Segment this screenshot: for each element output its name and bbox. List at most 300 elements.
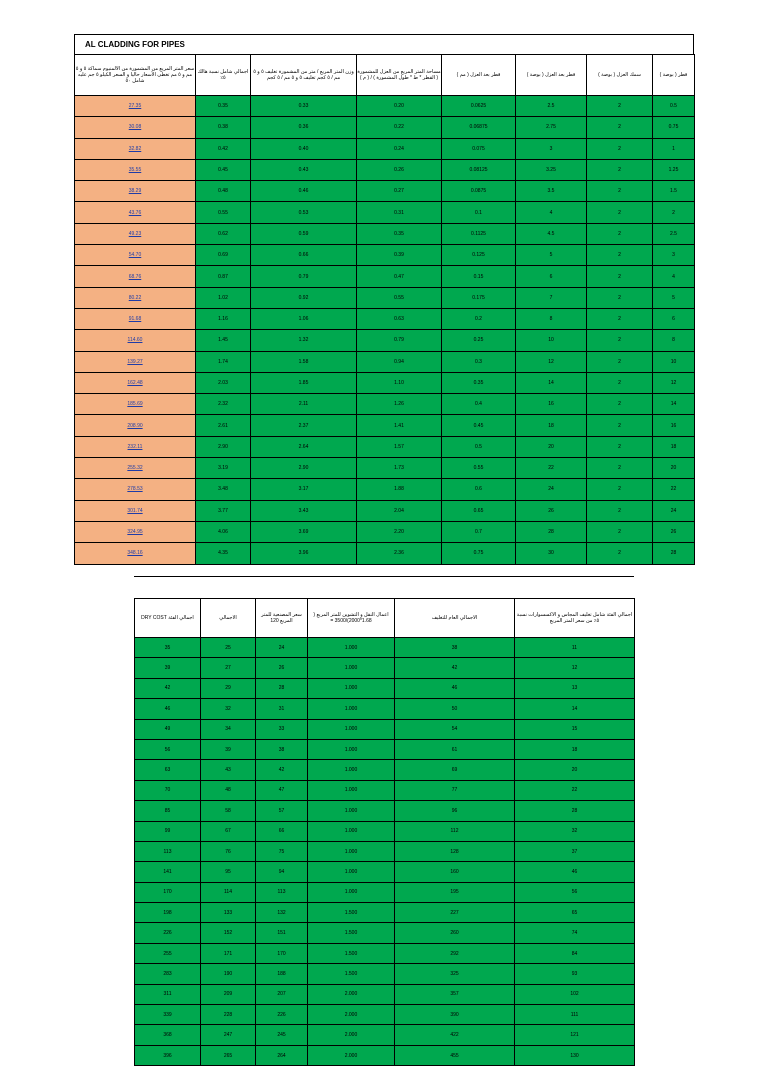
table-cell: 0.87: [196, 266, 251, 287]
table-row: [135, 658, 635, 678]
table-cell: 0.2: [442, 308, 516, 329]
table-cell: 0.55: [442, 458, 516, 479]
column-header: سمك العزل ( بوصة ): [587, 55, 653, 96]
table-cell: 2: [587, 159, 653, 180]
table-cell: 2: [587, 351, 653, 372]
table-cell: 0.1125: [442, 223, 516, 244]
table-cell: 1.000: [308, 801, 395, 821]
table-cell: 0.47: [357, 266, 442, 287]
table-cell: 171: [201, 943, 256, 963]
column-header: وزن المتر المربع / متر من المشمورة تغليف ٥ و ٥ مم / ٥ كجم تغليف ٥ و ٥ مم / ٥ كجم: [251, 55, 357, 96]
table-row: [75, 159, 695, 180]
table-cell: 0.1: [442, 202, 516, 223]
table-cell: 0.55: [196, 202, 251, 223]
table-cell: 28: [516, 521, 587, 542]
table-cell: 130: [515, 1045, 635, 1065]
table-cell: 30.08: [75, 117, 196, 138]
column-header: اجمالي الفئة شامل تغليف المجاس و الاكسسوارات نسبة ٥٪ من سعر المتر المربع: [515, 599, 635, 638]
table-cell: 42: [395, 658, 515, 678]
table-cell: 7: [516, 287, 587, 308]
table-cell: 0.43: [251, 159, 357, 180]
table-cell: 5: [653, 287, 695, 308]
table-cell: 311: [135, 984, 201, 1004]
table-cell: 70: [135, 780, 201, 800]
table-cell: 3: [516, 138, 587, 159]
table-cell: 2: [587, 181, 653, 202]
table-cell: 325: [395, 964, 515, 984]
table-row: [135, 699, 635, 719]
table-cell: 185.69: [75, 394, 196, 415]
table-cell: 0.92: [251, 287, 357, 308]
table-cell: 46: [135, 699, 201, 719]
table-cell: 1.500: [308, 964, 395, 984]
table-cell: 2.000: [308, 1025, 395, 1045]
table-cell: 2: [653, 202, 695, 223]
table-cell: 170: [135, 882, 201, 902]
table-cell: 0.46: [251, 181, 357, 202]
table-cell: 0.75: [653, 117, 695, 138]
table-cell: 2.04: [357, 500, 442, 521]
table-cell: 2.90: [196, 436, 251, 457]
table-cell: 1.25: [653, 159, 695, 180]
table-cell: 0.45: [196, 159, 251, 180]
table-cell: 1.26: [357, 394, 442, 415]
table-cell: 3.25: [516, 159, 587, 180]
table-row: [75, 479, 695, 500]
table-cell: 114.60: [75, 330, 196, 351]
table-cell: 2: [587, 245, 653, 266]
table-cell: 2.5: [653, 223, 695, 244]
table-cell: 4.06: [196, 521, 251, 542]
table-cell: 10: [653, 351, 695, 372]
table-cell: 80.22: [75, 287, 196, 308]
table-cell: 1.500: [308, 923, 395, 943]
table-cell: 1.000: [308, 882, 395, 902]
table-cell: 3.5: [516, 181, 587, 202]
table-row: [75, 394, 695, 415]
table-cell: 74: [515, 923, 635, 943]
column-header: مساحة المتر المربع من العزل للمشمورة ( القطر * ط * طول المشمورة ) / ( م ): [357, 55, 442, 96]
table-cell: 162.48: [75, 372, 196, 393]
table-cell: 190: [201, 964, 256, 984]
table-cell: 227: [395, 903, 515, 923]
table-cell: 18: [653, 436, 695, 457]
table-cell: 324.95: [75, 521, 196, 542]
table-cell: 0.06875: [442, 117, 516, 138]
table-cell: 0.4: [442, 394, 516, 415]
table-cell: 22: [515, 780, 635, 800]
column-header: قطر ( بوصة ): [653, 55, 695, 96]
table-cell: 32: [201, 699, 256, 719]
table-cell: 0.65: [442, 500, 516, 521]
table-cell: 292: [395, 943, 515, 963]
table-cell: 264: [256, 1045, 308, 1065]
table-cell: 0.31: [357, 202, 442, 223]
table-cell: 283: [135, 964, 201, 984]
table-row: [135, 964, 635, 984]
table-row: [75, 245, 695, 266]
table-cell: 265: [201, 1045, 256, 1065]
table-row: [135, 882, 635, 902]
table-cell: 0.25: [442, 330, 516, 351]
table-cell: 0.5: [442, 436, 516, 457]
column-header: قطر بعد العزل ( بوصة ): [516, 55, 587, 96]
table-cell: 1.88: [357, 479, 442, 500]
table-cell: 58: [201, 801, 256, 821]
table-cell: 0.66: [251, 245, 357, 266]
table-cell: 2: [587, 223, 653, 244]
table-cell: 1.500: [308, 903, 395, 923]
table-cell: 49: [135, 719, 201, 739]
table-cell: 14: [653, 394, 695, 415]
table-cell: 4: [653, 266, 695, 287]
table-cell: 3.43: [251, 500, 357, 521]
table-row: [75, 202, 695, 223]
table-cell: 2: [587, 394, 653, 415]
table-cell: 12: [653, 372, 695, 393]
table-cell: 1.000: [308, 739, 395, 759]
cost-table: [134, 598, 635, 1066]
table-cell: 0.62: [196, 223, 251, 244]
table-cell: 247: [201, 1025, 256, 1045]
table-cell: 96: [395, 801, 515, 821]
table-cell: 29: [201, 678, 256, 698]
table-cell: 4.5: [516, 223, 587, 244]
column-header: سعر المتر المربع من المشمورة من الالمنيوم سماكة ٥ و ٥ مم و ٥ مم تغطى الأسعار حاليا و السعر الكيلو ٥ جم عليه شامل ٥٠: [75, 55, 196, 96]
table-cell: 2.36: [357, 543, 442, 564]
table-cell: 39: [135, 658, 201, 678]
table-cell: 8: [653, 330, 695, 351]
table-row: [75, 181, 695, 202]
table-cell: 1.000: [308, 780, 395, 800]
table-cell: 46: [515, 862, 635, 882]
table-cell: 50: [395, 699, 515, 719]
table-row: [135, 801, 635, 821]
table-row: [135, 1005, 635, 1025]
table-row: [135, 943, 635, 963]
table-cell: 1.000: [308, 678, 395, 698]
table-cell: 42: [135, 678, 201, 698]
table-cell: 195: [395, 882, 515, 902]
table-cell: 28: [515, 801, 635, 821]
table-cell: 348.16: [75, 543, 196, 564]
table-cell: 1.000: [308, 658, 395, 678]
table-row: [75, 138, 695, 159]
table-cell: 32: [515, 821, 635, 841]
table-cell: 2.03: [196, 372, 251, 393]
table-row: [135, 903, 635, 923]
table-row: [75, 436, 695, 457]
table-cell: 35: [135, 638, 201, 658]
table-cell: 3.17: [251, 479, 357, 500]
table-cell: 38: [395, 638, 515, 658]
table-cell: 1.000: [308, 638, 395, 658]
table-cell: 2: [587, 117, 653, 138]
column-header: اجمالي شامل نسبة هالك ٥٪: [196, 55, 251, 96]
table-cell: 0.39: [357, 245, 442, 266]
table-row: [135, 719, 635, 739]
table-cell: 2.000: [308, 1045, 395, 1065]
table-cell: 2.000: [308, 1005, 395, 1025]
table-cell: 2.61: [196, 415, 251, 436]
table-cell: 1.57: [357, 436, 442, 457]
table-row: [135, 862, 635, 882]
table-cell: 2.20: [357, 521, 442, 542]
table-cell: 0.0875: [442, 181, 516, 202]
table-cell: 16: [516, 394, 587, 415]
table-cell: 54.70: [75, 245, 196, 266]
table-cell: 114: [201, 882, 256, 902]
table-cell: 4: [516, 202, 587, 223]
table-cell: 141: [135, 862, 201, 882]
table-row: [75, 96, 695, 117]
table-cell: 368: [135, 1025, 201, 1045]
table-cell: 0.36: [251, 117, 357, 138]
table-cell: 2.64: [251, 436, 357, 457]
table-cell: 226: [135, 923, 201, 943]
table-cell: 2: [587, 138, 653, 159]
table-cell: 10: [516, 330, 587, 351]
table-cell: 35.55: [75, 159, 196, 180]
table-row: [75, 308, 695, 329]
table-cell: 102: [515, 984, 635, 1004]
table-cell: 43: [201, 760, 256, 780]
table-cell: 24: [653, 500, 695, 521]
table-row: [75, 415, 695, 436]
table-cell: 160: [395, 862, 515, 882]
table-cell: 0.75: [442, 543, 516, 564]
table-cell: 0.79: [357, 330, 442, 351]
table-cell: 0.53: [251, 202, 357, 223]
table-cell: 43.76: [75, 202, 196, 223]
table-cell: 26: [516, 500, 587, 521]
table-cell: 2.32: [196, 394, 251, 415]
table-cell: 24: [256, 638, 308, 658]
table-cell: 1.74: [196, 351, 251, 372]
table-cell: 1.10: [357, 372, 442, 393]
table-row: [75, 223, 695, 244]
table-cell: 2.5: [516, 96, 587, 117]
table-cell: 63: [135, 760, 201, 780]
table-cell: 68.76: [75, 266, 196, 287]
table-cell: 339: [135, 1005, 201, 1025]
table-row: [135, 760, 635, 780]
table-cell: 15: [515, 719, 635, 739]
table-cell: 2: [587, 202, 653, 223]
table-cell: 11: [515, 638, 635, 658]
table-cell: 65: [515, 903, 635, 923]
table-cell: 111: [515, 1005, 635, 1025]
table-cell: 18: [515, 739, 635, 759]
table-cell: 2: [587, 287, 653, 308]
table-cell: 31: [256, 699, 308, 719]
table-row: [75, 117, 695, 138]
table-cell: 198: [135, 903, 201, 923]
table-cell: 0.38: [196, 117, 251, 138]
table-cell: 94: [256, 862, 308, 882]
table-cell: 16: [653, 415, 695, 436]
table-cell: 0.55: [357, 287, 442, 308]
table-cell: 132: [256, 903, 308, 923]
table-cell: 2: [587, 500, 653, 521]
table-cell: 56: [515, 882, 635, 902]
table-cell: 12: [516, 351, 587, 372]
table-cell: 0.26: [357, 159, 442, 180]
table-cell: 0.27: [357, 181, 442, 202]
column-header: سعر المصنعية للمتر المربع 120: [256, 599, 308, 638]
table-cell: 301.74: [75, 500, 196, 521]
table-cell: 91.68: [75, 308, 196, 329]
table-cell: 56: [135, 739, 201, 759]
table-cell: 0.20: [357, 96, 442, 117]
table-cell: 30: [516, 543, 587, 564]
table-cell: 0.24: [357, 138, 442, 159]
table-cell: 1.73: [357, 458, 442, 479]
table-cell: 128: [395, 841, 515, 861]
table-cell: 26: [653, 521, 695, 542]
table-cell: 228: [201, 1005, 256, 1025]
table-cell: 0.45: [442, 415, 516, 436]
table-row: [135, 984, 635, 1004]
table-cell: 2: [587, 372, 653, 393]
table-cell: 2: [587, 543, 653, 564]
column-header: الاجمالي: [201, 599, 256, 638]
table-cell: 49.23: [75, 223, 196, 244]
table-cell: 2: [587, 415, 653, 436]
table-cell: 0.35: [442, 372, 516, 393]
table-cell: 0.7: [442, 521, 516, 542]
table-cell: 1.85: [251, 372, 357, 393]
table-cell: 2.11: [251, 394, 357, 415]
table-cell: 1.000: [308, 719, 395, 739]
table-row: [135, 638, 635, 658]
table-cell: 3.77: [196, 500, 251, 521]
table-cell: 0.40: [251, 138, 357, 159]
table-cell: 33: [256, 719, 308, 739]
table-cell: 38.29: [75, 181, 196, 202]
table-cell: 133: [201, 903, 256, 923]
table-cell: 0.22: [357, 117, 442, 138]
table-cell: 207: [256, 984, 308, 1004]
table-row: [75, 543, 695, 564]
table-cell: 0.79: [251, 266, 357, 287]
table-cell: 75: [256, 841, 308, 861]
table-cell: 38: [256, 739, 308, 759]
table-cell: 1.000: [308, 862, 395, 882]
table-cell: 0.15: [442, 266, 516, 287]
table-row: [75, 287, 695, 308]
table-row: [75, 330, 695, 351]
table-cell: 1: [653, 138, 695, 159]
table-cell: 0.175: [442, 287, 516, 308]
table-cell: 25: [201, 638, 256, 658]
table-cell: 2.000: [308, 984, 395, 1004]
table-row: [75, 500, 695, 521]
table-cell: 112: [395, 821, 515, 841]
table-cell: 188: [256, 964, 308, 984]
table-row: [75, 351, 695, 372]
table-cell: 1.32: [251, 330, 357, 351]
column-header: قطر بعد العزل ( مم ): [442, 55, 516, 96]
table-cell: 0.075: [442, 138, 516, 159]
column-header: الاجمالي العام للتغليف: [395, 599, 515, 638]
table-cell: 2: [587, 458, 653, 479]
table-cell: 0.35: [196, 96, 251, 117]
table-cell: 76: [201, 841, 256, 861]
table-cell: 0.42: [196, 138, 251, 159]
table-cell: 95: [201, 862, 256, 882]
table-row: [135, 841, 635, 861]
table-cell: 26: [256, 658, 308, 678]
table-cell: 0.94: [357, 351, 442, 372]
table-cell: 170: [256, 943, 308, 963]
table-cell: 5: [516, 245, 587, 266]
cladding-table: [74, 54, 695, 565]
cladding-sheet: [74, 34, 694, 565]
table-cell: 6: [653, 308, 695, 329]
table-cell: 37: [515, 841, 635, 861]
table-row: [135, 923, 635, 943]
table-cell: 151: [256, 923, 308, 943]
table-row: [75, 521, 695, 542]
table-cell: 27.35: [75, 96, 196, 117]
section-divider: [134, 576, 634, 577]
table-cell: 57: [256, 801, 308, 821]
table-cell: 22: [653, 479, 695, 500]
table-cell: 121: [515, 1025, 635, 1045]
table-cell: 113: [135, 841, 201, 861]
table-cell: 208.90: [75, 415, 196, 436]
table-cell: 0.63: [357, 308, 442, 329]
table-cell: 28: [256, 678, 308, 698]
table-row: [135, 1045, 635, 1065]
table-cell: 12: [515, 658, 635, 678]
table-cell: 20: [515, 760, 635, 780]
table-cell: 2: [587, 436, 653, 457]
sheet-title: AL CLADDING FOR PIPES: [74, 34, 694, 54]
table-cell: 1.000: [308, 841, 395, 861]
table-row: [135, 821, 635, 841]
table-cell: 2: [587, 266, 653, 287]
table-cell: 4.35: [196, 543, 251, 564]
table-cell: 3.69: [251, 521, 357, 542]
table-cell: 3: [653, 245, 695, 266]
table-cell: 61: [395, 739, 515, 759]
table-cell: 0.33: [251, 96, 357, 117]
table-cell: 2.90: [251, 458, 357, 479]
table-row: [135, 678, 635, 698]
table-cell: 1.45: [196, 330, 251, 351]
table-cell: 278.53: [75, 479, 196, 500]
table-cell: 0.5: [653, 96, 695, 117]
table-cell: 260: [395, 923, 515, 943]
table-cell: 0.08125: [442, 159, 516, 180]
table-cell: 8: [516, 308, 587, 329]
table-cell: 1.500: [308, 943, 395, 963]
table-cell: 6: [516, 266, 587, 287]
table-cell: 1.000: [308, 760, 395, 780]
table-cell: 0.59: [251, 223, 357, 244]
table-cell: 255: [135, 943, 201, 963]
table-cell: 46: [395, 678, 515, 698]
table-cell: 232.11: [75, 436, 196, 457]
table-cell: 13: [515, 678, 635, 698]
table-cell: 54: [395, 719, 515, 739]
table-row: [75, 266, 695, 287]
table-cell: 84: [515, 943, 635, 963]
table-cell: 32.82: [75, 138, 196, 159]
table-cell: 18: [516, 415, 587, 436]
